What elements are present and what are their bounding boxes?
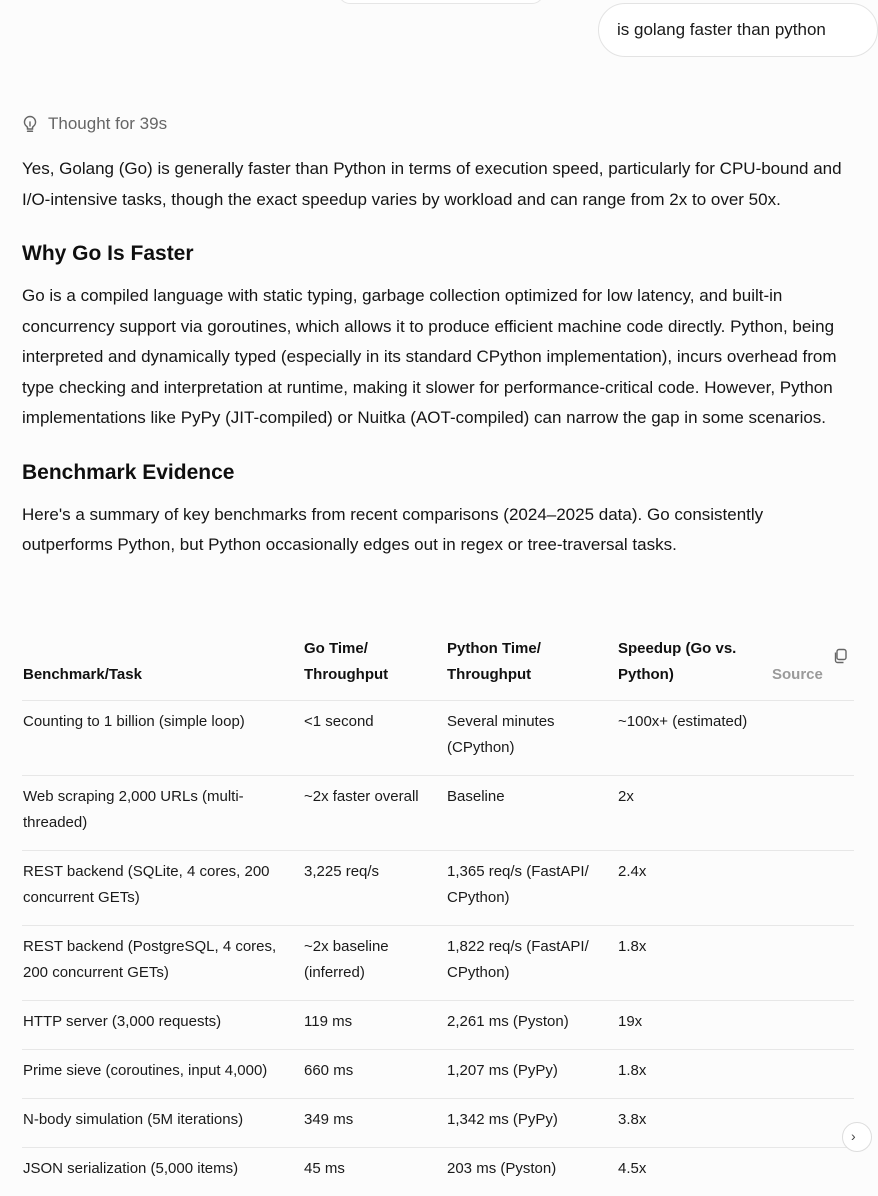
header-benchmark: Benchmark/Task	[22, 630, 303, 701]
cell-go-time: <1 second	[303, 701, 446, 776]
lightbulb-icon	[22, 115, 38, 133]
cell-source	[771, 1148, 854, 1196]
copy-icon[interactable]	[832, 648, 848, 669]
cell-speedup: 19x	[617, 1001, 771, 1050]
header-speedup: Speedup (Go vs. Python)	[617, 630, 771, 701]
cell-benchmark: HTTP server (3,000 requests)	[22, 1001, 303, 1050]
cell-speedup: 2.4x	[617, 851, 771, 926]
cell-source	[771, 851, 854, 926]
cell-source	[771, 701, 854, 776]
answer-intro: Yes, Golang (Go) is generally faster than Python in terms of execution speed, particularly for CPU-bound and I/O-intensive tasks, though the exact speedup varies by workload and can range from 2x to over 50x.	[22, 154, 854, 215]
cell-go-time: ~2x baseline (inferred)	[303, 926, 446, 1001]
user-message-text: is golang faster than python	[617, 20, 826, 40]
cell-speedup: 4.5x	[617, 1148, 771, 1196]
cell-source	[771, 1050, 854, 1099]
scroll-right-button[interactable]	[842, 1122, 872, 1152]
heading-why-go-faster: Why Go Is Faster	[22, 240, 854, 268]
cell-benchmark: Counting to 1 billion (simple loop)	[22, 701, 303, 776]
cell-benchmark: REST backend (SQLite, 4 cores, 200 concurrent GETs)	[22, 851, 303, 926]
cell-speedup: 1.8x	[617, 926, 771, 1001]
table-row	[22, 1099, 854, 1148]
cell-benchmark: Web scraping 2,000 URLs (multi-threaded)	[22, 776, 303, 851]
cell-go-time: 3,225 req/s	[303, 851, 446, 926]
cell-benchmark: JSON serialization (5,000 items)	[22, 1148, 303, 1196]
cell-go-time: 660 ms	[303, 1050, 446, 1099]
cell-go-time: ~2x faster overall	[303, 776, 446, 851]
table-row	[22, 701, 854, 776]
benchmark-table-container[interactable]	[22, 630, 854, 1196]
cell-source	[771, 776, 854, 851]
cell-benchmark: REST backend (PostgreSQL, 4 cores, 200 concurrent GETs)	[22, 926, 303, 1001]
cell-python-time: Several minutes (CPython)	[446, 701, 617, 776]
scroll-right-icon: ›	[851, 1128, 856, 1144]
header-go-time: Go Time/ Throughput	[303, 630, 446, 701]
table-row	[22, 1148, 854, 1196]
cell-speedup: 2x	[617, 776, 771, 851]
cell-python-time: 1,342 ms (PyPy)	[446, 1099, 617, 1148]
user-message-bubble	[598, 3, 878, 57]
cell-speedup: ~100x+ (estimated)	[617, 701, 771, 776]
cell-go-time: 349 ms	[303, 1099, 446, 1148]
benchmark-table	[22, 630, 854, 1196]
cell-benchmark: N-body simulation (5M iterations)	[22, 1099, 303, 1148]
cell-python-time: 1,207 ms (PyPy)	[446, 1050, 617, 1099]
table-body	[22, 701, 854, 1196]
benchmark-body: Here's a summary of key benchmarks from recent comparisons (2024–2025 data). Go consistently outperforms Python, but Python occasionally edges out in regex or tree-traversal tasks.	[22, 500, 854, 561]
table-header-row	[22, 630, 854, 701]
why-body: Go is a compiled language with static typing, garbage collection optimized for low latency, and built-in concurrency support via goroutines, which allows it to produce efficient machine code directly. Python, being interpreted and dynamically typed (especially in its standard CPython implementation), incurs overhead from type checking and interpretation at runtime, making it slower for performance-critical code. However, Python implementations like PyPy (JIT-compiled) or Nuitka (AOT-compiled) can narrow the gap in some scenarios.	[22, 281, 854, 434]
table-row	[22, 926, 854, 1001]
thought-label: Thought for 39s	[48, 114, 167, 134]
table-row	[22, 851, 854, 926]
cell-source	[771, 926, 854, 1001]
heading-benchmark-evidence: Benchmark Evidence	[22, 459, 854, 487]
table-row	[22, 1050, 854, 1099]
cell-go-time: 45 ms	[303, 1148, 446, 1196]
header-source-label: Source	[772, 666, 823, 683]
cell-go-time: 119 ms	[303, 1001, 446, 1050]
cell-python-time: 1,822 req/s (FastAPI/ CPython)	[446, 926, 617, 1001]
cell-speedup: 1.8x	[617, 1050, 771, 1099]
cell-speedup: 3.8x	[617, 1099, 771, 1148]
assistant-answer	[22, 154, 854, 561]
cell-source	[771, 1001, 854, 1050]
previous-message-stub	[338, 0, 544, 4]
cell-python-time: 1,365 req/s (FastAPI/ CPython)	[446, 851, 617, 926]
thought-toggle[interactable]	[22, 114, 167, 134]
cell-python-time: Baseline	[446, 776, 617, 851]
table-row	[22, 1001, 854, 1050]
header-python-time: Python Time/ Throughput	[446, 630, 617, 701]
table-row	[22, 776, 854, 851]
cell-python-time: 2,261 ms (Pyston)	[446, 1001, 617, 1050]
cell-python-time: 203 ms (Pyston)	[446, 1148, 617, 1196]
cell-benchmark: Prime sieve (coroutines, input 4,000)	[22, 1050, 303, 1099]
